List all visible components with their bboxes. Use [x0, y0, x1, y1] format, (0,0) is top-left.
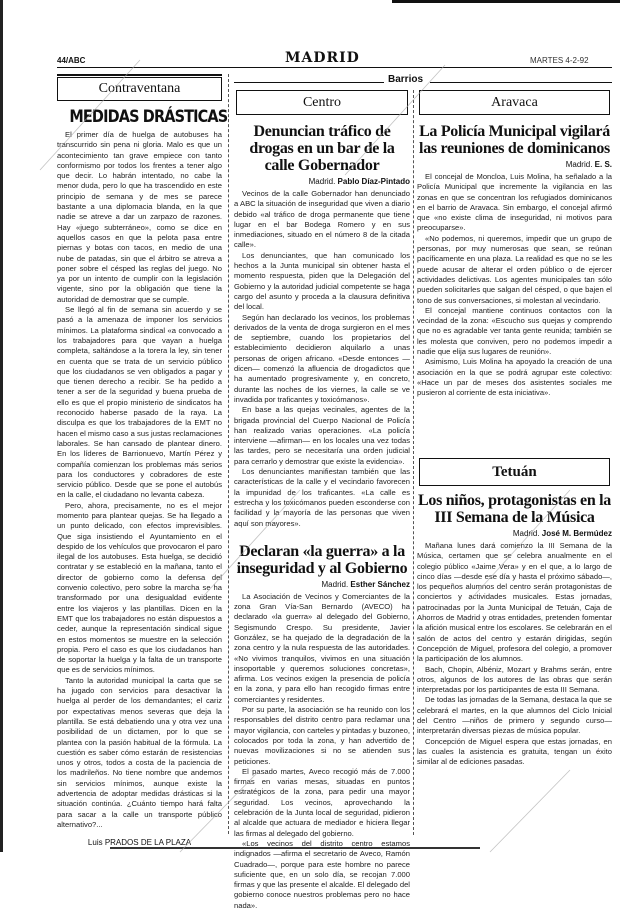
paragraph: Se llegó al fin de semana sin acuerdo y se pasó a la amenaza de imponer los servicios mínimos. La plataforma sindical «a convocado a los trabajadores para que vayan a huelga completa, saltándose a la torera la ley, sin tener en cuenta que se trata de un servicio público que los ciudadanos se ven obligados a pagar y que tienen derecho a recibir. Se ha pedido a tener a ser de la seguridad y buena prueba de ello es que el propio ministerio de sindicatos ha reconocido haberse pasado de la raya. La disculpa es que los trabajadores de la EMT no hacen el mismo caso a sus justas reclamaciones laborales. Se han cansado de plantear dinero. En los líderes de Barrionuevo, Martín Pérez y compañía comienzan los problemas más serios para los conductores y cobradores de este servicio público. Desde que se pone el autobús en la calle, el ciudadano no levanta cabeza.: [57, 305, 222, 500]
column-headline: MEDIDAS DRÁSTICAS: [69, 107, 228, 127]
article-headline: Denuncian tráfico de drogas en un bar de la calle Gobernador: [249, 123, 395, 174]
paragraph: En base a las quejas vecinales, agentes de la brigada provincial del Cuerpo Nacional de Policía han realizado varias operaciones. «La policía interviene —afirman— en los locales una vez todas las tardes, pero se necesitaría una orden judicial para cerrarlo y demostrar que existe la evidencia».: [234, 405, 410, 466]
byline: [417, 160, 612, 170]
byline: [417, 529, 612, 539]
district-box-centro: Centro: [236, 90, 408, 115]
paragraph: Los denunciantes, que han comunicado los hechos a la Junta municipal sin obtener hasta el momento respuesta, piden que la Delegación del Gobierno y la autoridad judicial competente se haga cargo del asunto y proceda a la clausura definitiva del local.: [234, 250, 410, 312]
paragraph: El concejal mantiene continuos contactos con la vecindad de la zona: «Escucho sus quejas y comprendo que no es agradable ver tanta gente reunida; también se les molesta que conviven, pero no podemos impedir a nadie que elija sus lugares de reunión».: [417, 305, 612, 357]
byline-author: Esther Sánchez: [350, 579, 410, 589]
column-body: [57, 130, 222, 830]
date: MARTES 4-2-92: [530, 56, 589, 65]
paragraph: El pasado martes, Aveco recogió más de 7.000 firmas en varias mesas, situadas en puntos estratégicos de la zona, para pedir una mayor seguridad. Los vecinos, aprovechando la celebración de la Junta local de seguridad, pidieron al alcalde que actuara de mediador e hiciera llegar las firmas al delegado del gobierno.: [234, 766, 410, 838]
paragraph: Vecinos de la calle Gobernador han denunciado a ABC la situación de inseguridad que viven a diario debido «al tráfico de droga permanente que tiene lugar en el bar Bodega Romero y en sus inmediaciones, situado en el número 8 de la citada calle».: [234, 189, 410, 250]
column-centro: [234, 90, 410, 910]
paragraph: La Asociación de Vecinos y Comerciantes de la zona Gran Vía-San Bernardo (AVECO) ha declarado «la guerra» al delegado del Gobierno, Segismundo Crespo. Su presidente, Javier González, se ha quejado de la degradación de la zona centro y la nula respuesta de las autoridades. «No vivimos tranquilos, vivimos en una situación insoportable y queremos soluciones concretas», afirma. Los vecinos exigen la presencia de policía en la zona, y para ello han recogido firmas entre comerciantes y residentes.: [234, 591, 410, 704]
byline-place: Madrid.: [512, 529, 540, 538]
paragraph: El concejal de Moncloa, Luis Molina, ha señalado a la Policía Municipal que incremente la vigilancia en las zonas en que se concentran los refugiados dominicanos en el barrio de Aravaca. Sin embargo, el concejal afirmó que «no existe clima de inseguridad, ni motivos para preocuparse».: [417, 172, 612, 233]
article-body: [417, 541, 612, 820]
paragraph: Bach, Chopin, Albéniz, Mozart y Brahms serán, entre otros, algunos de los autores de las obras que serán interpretadas por los participantes de esta III Semana.: [417, 664, 612, 695]
paragraph: Según han declarado los vecinos, los problemas derivados de la venta de droga surgieron en el mes de septiembre, cuando los propietarios del establecimiento decidieron alquilarlo a unas personas de origen africano. «Desde entonces —dicen— comenzó la afluencia de drogadictos que ha aumentado progresivamente y, en concreto, durante las noches de los viernes, la calle se ve invadida por traficantes y toxicómanos».: [234, 312, 410, 404]
page-number: 44/ABC: [57, 56, 86, 65]
scan-edge: [0, 0, 3, 852]
byline-place: Madrid.: [321, 579, 349, 589]
rule: [57, 74, 222, 76]
paragraph: El primer día de huelga de autobuses ha transcurrido sin pena ni gloria. Malo es que un acontecimiento tan grave empiece con tanto conformismo por todos los frentes a tener algo que decir. Lo habrán intentado, no cabe la menor duda, pero lo que ha trascendido en este principio de semana y de mes se parece bastante a una diplomacia blanda, en la que nadie se atreve a dar un zarpazo de razones. Hay «juego subterráneo», como se dice en aquellos casos en que la pelota pasa entre piernas y botas con tacos, en medio de una nube de patadas, sin que el árbitro se atreva a poner sobre el césped las reglas del juego. No ya por un intento de cumplir con la legislación vigente, sino por la obligación que tiene la autoridad de demostrar que se cumple.: [57, 130, 222, 304]
column-divider: [413, 90, 414, 835]
district-box-aravaca: Aravaca: [419, 90, 610, 115]
district-box-tetuan: Tetuán: [419, 458, 610, 486]
section-title: MADRID: [285, 50, 360, 66]
paragraph: Mañana lunes dará comienzo la III Semana de la Música, certamen que se celebra anualmente en el colegio público «Jaime Vera» y en el que, a lo largo de cinco días —desde ese día y hasta el próximo sábado—, los pequeños alumnos del centro serán protagonistas de conciertos y actividades musicales. Estas jornadas, patrocinadas por la Junta Municipal de Tetuán, Caja de Ahorros de Madrid y otras entidades, pretenden fomentar la afición musical entre los escolares. Se celebrarán en el salón de actos del centro y estarán dirigidas, según Concepción de Miguel, profesora del colegio, a promover la participación de los alumnos.: [417, 541, 612, 664]
column-divider: [228, 74, 229, 834]
column-box-contraventana: Contraventana: [57, 77, 222, 101]
scan-edge: [392, 0, 620, 3]
byline-author: Pablo Díaz-Pintado: [337, 177, 410, 186]
article-headline: Los niños, protagonistas en la III Semana de la Música: [418, 492, 611, 526]
rule: [430, 82, 612, 83]
paragraph: Por su parte, la asociación se ha reunido con los responsables del distrito centro para reclamar una mayor vigilancia, con carteles y pintadas y buzoneo, colocados por toda la zona, y han advertido de nuevas movilizaciones si no se atienden sus peticiones.: [234, 705, 410, 766]
paragraph: Los denunciantes manifiestan también que las características de la calle y el vecindario favorecen la impunidad de los traficantes. «La calle es estrecha y los toxicómanos pueden esconderse con facilidad y la mayoría de las personas que viven aquí son mayores».: [234, 467, 410, 528]
header-rule: [57, 67, 612, 68]
article-headline: La Policía Municipal vigilará las reuniones de dominicanos: [419, 123, 610, 157]
byline: [234, 177, 410, 187]
article-body: [234, 592, 410, 911]
barrios-title: Barrios: [388, 74, 424, 85]
rule: [234, 82, 384, 83]
signature: Luis PRADOS DE LA PLAZA: [87, 838, 192, 848]
byline-author: E. S.: [594, 160, 612, 169]
byline-place: Madrid.: [308, 177, 336, 186]
column-contraventana: [57, 74, 228, 848]
paragraph: Concepción de Miguel espera que estas jornadas, en las cuales la asistencia es gratuita, tengan un éxito similar al de ediciones pasadas.: [417, 736, 612, 767]
paragraph: «No podemos, ni queremos, impedir que un grupo de personas, por muy numerosas que sean, se reúnan pacíficamente en una plaza. La realidad es que no se les puede acusar de alterar el orden público o de ejercer actividades delictivas. Los agentes municipales tan sólo pueden solicitarles que salgan del césped, o que bajen el tono de sus conversaciones, si molestan al vecindario.: [417, 233, 612, 305]
byline: [234, 580, 410, 590]
paragraph: Pero, ahora, precisamente, no es el mejor momento para plantear quejas. Se ha llegado a un punto delicado, con efectos imprevisibles. Que siga insistiendo el Ayuntamiento en el despido de los vehículos que provocaron el paro ilegal de los autobuses. Esta huelga, se decidió contratar y se estableció en la mañana, tanto el director de gobierno como la defensa del convenio colectivo, pero sobre la marcha se ha transformado por una desigualdad evidente entre los viajeros y las plantillas. Dicen en la EMT que los trabajadores no están dispuestos a ceder, aunque la representación sindical sigue en estos momentos se muestre en la selección propia. Pero el caso es que los ciudadanos han de soportar la huelga y la falta de un transporte que es de servicios mínimos.: [57, 500, 222, 675]
byline-author: José M. Bermúdez: [541, 529, 612, 538]
paragraph: De todas las jornadas de la Semana, destaca la que se celebrará el martes, en la que alumnos del Ciclo Inicial del Centro —niños de primero y segundo curso— interpretarán diversas piezas de música popular.: [417, 695, 612, 736]
paragraph: Asimismo, Luis Molina ha apoyado la creación de una asociación en la que se podrá agrupar este colectivo: «Hace un par de meses dos asistentes sociales me pusieron al corriente de esta iniciativa».: [417, 357, 612, 398]
paragraph: «Los vecinos del distrito centro estamos indignados —afirma el secretario de Aveco, Ramón Cuadrado—, porque para este hombre no parece suficiente que, en un solo día, se recojan 7.000 firmas y que las presente el alcalde. El delegado del gobierno conoce nuestros problemas pero no hace nada».: [234, 838, 410, 910]
article-body: [417, 172, 612, 450]
article-headline: Declaran «la guerra» a la inseguridad y al Gobierno: [236, 542, 408, 577]
paragraph: Tanto la autoridad municipal la carta que se ha jugado con servicios para desactivar la huelga al perder de los demandantes; el cariz por expectativas menos severas que deja la plantilla. Se está debatiendo una y otra vez una posibilidad de un dictamen, por lo que se plantea con la pasión habitual de la fórmula. La cuestión es saber cómo estarán de resistencias unos y otros, todos a costa de la paciencia de los madrileños. No tiene nombre que andemos sin servicios mínimos, aunque existe la advertencia de adoptar medidas drásticas si la situación continúa. ¿Cuánto tiempo hará falta para sacar a la calle un transporte público alternativo?...: [57, 675, 222, 829]
column-aravaca-tetuan: [417, 90, 612, 820]
article-body: [234, 189, 410, 529]
byline-place: Madrid.: [565, 160, 593, 169]
